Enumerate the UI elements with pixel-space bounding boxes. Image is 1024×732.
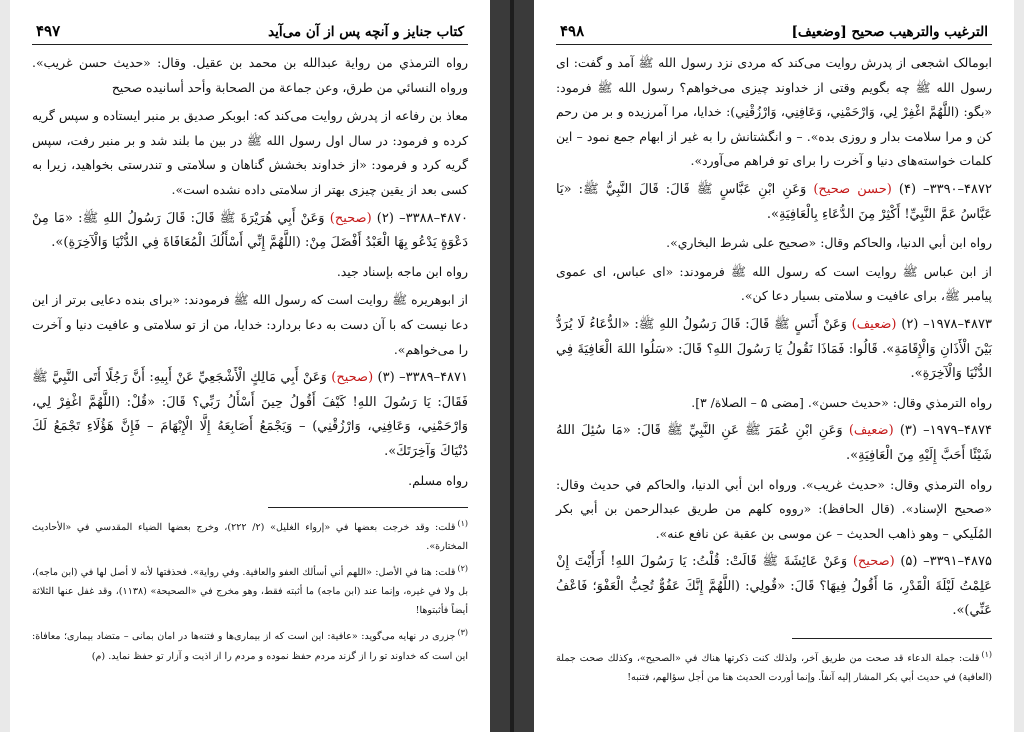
footnote-text: جزری در نهایه می‌گوید: «عافية: این است که از بیماری‌ها و فتنه‌ها در امان بمانی – متضاد بیماری؛ معافاة: این است که خداوند تو را از گزند مردم حفظ نموده و مردم را از اذیت و آزار تو حفظ نماید. (م): [32, 631, 468, 662]
footnote-text: قلت: جملة الدعاء قد صحت من طريق آخر، ولذلك كنت ذكرتها هناك في «الصحيح»، وكذلك صحت جملة (العافية) في حديث أبي بكر المشار إليه آنفاً. وإنما أوردت الحديث هنا من أجل سؤالهم، فتنبه!: [556, 653, 992, 684]
hadith-number: ۴۸۷۱–۳۳۸۹– (۳): [373, 370, 468, 386]
right-header-title: الترغيب والترهيب صحيح [وضعيف]: [791, 24, 988, 40]
footnote-text: قلت: وقد خرجت بعضها في «إرواء الغليل» (۲/ ۲۲۲)، وخرج بعضها الضياء المقدسي في «الأحاديث المختارة».: [32, 522, 468, 553]
hadith-text: وَعَنِ ابْنِ عَبَّاسٍ ﷺ قَالَ: قَالَ النَّبِيُّ ﷺ: «يَا عَبَّاسُ عَمَّ النَّبِيِّ! أَكْثِرْ مِنَ الدُّعَاءِ بِالْعَافِيَةِ».: [556, 181, 992, 222]
paragraph: رواه مسلم.: [408, 472, 468, 488]
footnote-text: قلت: هنا في الأصل: «اللهم أني أسألك العفو والعافية. وفي رواية». فحذفتها لأنه لا أصل لها في (ابن ماجه)، بل ولا في غيره، وإنما عند (ابن ماجه) ما أثبته فقط، وهو مخرج في «الصحيحة» (۱۱۳۸)، وقد غفل عنها الثلاثة أيضاً فأثبتوها!: [32, 567, 469, 617]
hadith-number: ۴۸۷۲–۳۳۹۰– (۴): [891, 181, 992, 197]
footnote: [32, 623, 468, 665]
book-gutter: [490, 0, 534, 732]
footnote: [556, 645, 992, 687]
hadith-grade: (ضعيف): [848, 423, 894, 439]
hadith-entry: [556, 550, 992, 624]
right-page-header: [556, 8, 992, 45]
paragraph: ابومالک اشجعی از پدرش روایت می‌کند که مردی نزد رسول الله ﷺ آمد و گفت: ای رسول الله ﷺ چه بگویم وقتی از خداوند چیزی می‌خواهم؟ رسول الله ﷺ فرمود: «بگو: (اللَّهُمَّ اغْفِرْ لِي، وَارْحَمْنِي، وَعَافِنِي، وَارْزُقْنِي): خدایا، مرا آمرزیده و بر من رحم کن و مرا سلامت بدار و روزی بده». – و انگشتانش را به غیر از ابهام جمع نمود – این کلمات خواسته‌های دنیا و آخرت را برای تو فراهم می‌آورد».: [556, 55, 992, 169]
hadith-entry: [556, 178, 992, 227]
paragraph: رواه الترمذي من رواية عبدالله بن محمد بن عقيل. وقال: «حديث حسن غريب». ورواه النسائي من طرق، وعن جماعة من الصحابة وأحد أسانيده صحيح: [32, 55, 468, 95]
paragraph: از ابوهریره ﷺ روایت است که رسول الله ﷺ فرمودند: «برای بنده دعایی برتر از این دعا نیست که با آن دست به دعا بردارد: خدایا، من از تو سلامتی و عافیت دنیا و آخرت را می‌خواهم».: [32, 292, 468, 357]
footnote-number: (۳): [457, 628, 468, 638]
left-page: [10, 0, 490, 732]
right-footnotes: [556, 645, 992, 687]
left-page-number: ۴۹۷: [36, 22, 61, 40]
left-header-title: کتاب جنایز و آنچه پس از آن می‌آید: [268, 24, 464, 40]
paragraph: رواه ابن أبي الدنيا، والحاكم وقال: «صحيح على شرط البخاري».: [666, 235, 992, 251]
hadith-grade: (ضعيف): [851, 316, 897, 332]
hadith-entry: [32, 366, 468, 464]
book-fold: [510, 0, 514, 732]
hadith-text: وَعَنْ أَنَسٍ ﷺ قَالَ: قَالَ رَسُولُ اللهِ ﷺ: «الدُّعَاءُ لَا يُرَدُّ بَيْنَ الْأَذَانِ وَالْإِقَامَةِ». قَالُوا: فَمَاذَا نَقُولُ يَا رَسُولَ اللهِ؟ قَالَ: «سَلُوا اللهَ الْعَافِيَةَ فِي الدُّنْيَا وَالْآخِرَةِ».: [556, 316, 992, 382]
footnote-number: (۱): [981, 650, 992, 660]
hadith-number: ۴۸۷۴–۱۹۷۹– (۳): [893, 423, 992, 439]
paragraph: رواه الترمذي وقال: «حديث غريب». ورواه ابن أبي الدنيا، والحاكم في حديث وقال: «صحيح الإسناد». (قال الحافظ): «رووه كلهم من طريق عبدالرحمن بن أبي بكر المُلَيكي – وهو ذاهب الحديث – عن موسى بن عقبة عن نافع عنه».: [556, 476, 992, 541]
hadith-number: ۴۸۷۰–۳۳۸۸– (۲): [371, 210, 468, 226]
hadith-number: ۴۸۷۳–۱۹۷۸– (۲): [896, 316, 992, 332]
paragraph: رواه الترمذي وقال: «حديث حسن». [مضى ۵ – الصلاة/ ۳].: [691, 394, 992, 410]
right-footnote-separator: [792, 638, 992, 639]
right-page-number: ۴۹۸: [560, 22, 585, 40]
left-footnotes: [32, 514, 468, 666]
hadith-text: وَعَنْ أَبِي مَالِكٍ الْأَشْجَعِيِّ عَنْ أَبِيهِ: أَنَّ رَجُلًا أَتَى النَّبِيَّ ﷺ فَقَالَ: يَا رَسُولَ اللهِ! كَيْفَ أَقُولُ حِينَ أَسْأَلُ رَبِّي؟ قَالَ: «قُلْ: (اللَّهُمَّ اغْفِرْ لِي، وَارْحَمْنِي، وَعَافِنِي، وَارْزُقْنِي) – وَيَجْمَعُ أَصَابِعَهُ إِلَّا الْإِبْهَامَ – فَإِنَّ هَؤُلَاءِ تَجْمَعُ لَكَ دُنْيَاكَ وَآخِرَتَكَ».: [32, 370, 468, 459]
hadith-grade: (صحيح): [852, 554, 895, 570]
hadith-text: وَعَنْ عَائِشَةَ ﷺ قَالَتْ: قُلْتُ: يَا رَسُولَ اللهِ! أَرَأَيْتَ إِنْ عَلِمْتُ لَيْلَةَ الْقَدْرِ، مَا أَقُولُ فِيهَا؟ قَالَ: «قُولِي: (اللَّهُمَّ إِنَّكَ عَفُوٌّ تُحِبُّ الْعَفْوَ؛ فَاعْفُ عَنِّي)».: [556, 554, 992, 619]
paragraph: معاذ بن رفاعه از پدرش روایت می‌کند که: ابوبکر صدیق بر منبر ایستاده و سپس گریه کرده و فرمود: در سال اول رسول الله ﷺ در بین ما بلند شد و بر منبر رفت، سپس گریه کرد و فرمود: «از خداوند بخشش گناهان و سلامتی و تندرستی بخواهید، زیرا به کسی بعد از یقین چیزی بهتر از سلامتی داده نشده است».: [32, 108, 468, 197]
right-page-body: [556, 51, 992, 624]
hadith-number: ۴۸۷۵–۳۳۹۱– (۵): [894, 554, 992, 570]
paragraph: رواه ابن ماجه بإسناد جيد.: [336, 263, 468, 279]
footnote: [32, 514, 468, 556]
hadith-text: وَعَنْ أَبِي هُرَيْرَةَ ﷺ قَالَ: قَالَ رَسُولُ اللهِ ﷺ: «مَا مِنْ دَعْوَةٍ يَدْعُو بِهَا الْعَبْدُ أَفْضَلَ مِنْ: (اللَّهُمَّ إِنِّي أَسْأَلُكَ الْمُعَافَاةَ فِي الدُّنْيَا وَالْآخِرَةِ)».: [32, 210, 468, 251]
hadith-grade: (صحيح): [331, 370, 374, 386]
hadith-entry: [32, 207, 468, 256]
footnote-number: (۱): [457, 519, 468, 529]
footnote: [32, 559, 468, 620]
hadith-text: وَعَنِ ابْنِ عُمَرَ ﷺ عَنِ النَّبِيِّ ﷺ قَالَ: «مَا سُئِلَ اللهُ شَيْئًا أَحَبَّ إِلَيْهِ مِنَ الْعَافِيَةِ».: [556, 423, 992, 463]
paragraph: از ابن عباس ﷺ روایت است که رسول الله ﷺ فرمودند: «ای عباس، ای عموی پیامبر ﷺ، برای عافیت و سلامتی بسیار دعا کن».: [556, 263, 992, 304]
footnote-number: (۲): [457, 564, 468, 574]
hadith-grade: (صحيح): [329, 210, 372, 226]
left-page-header: [32, 8, 468, 45]
hadith-entry: [556, 313, 992, 387]
left-footnote-separator: [268, 507, 468, 508]
right-page: [534, 0, 1014, 732]
hadith-entry: [556, 419, 992, 468]
hadith-grade: (حسن صحيح): [813, 181, 892, 197]
left-page-body: [32, 51, 468, 493]
